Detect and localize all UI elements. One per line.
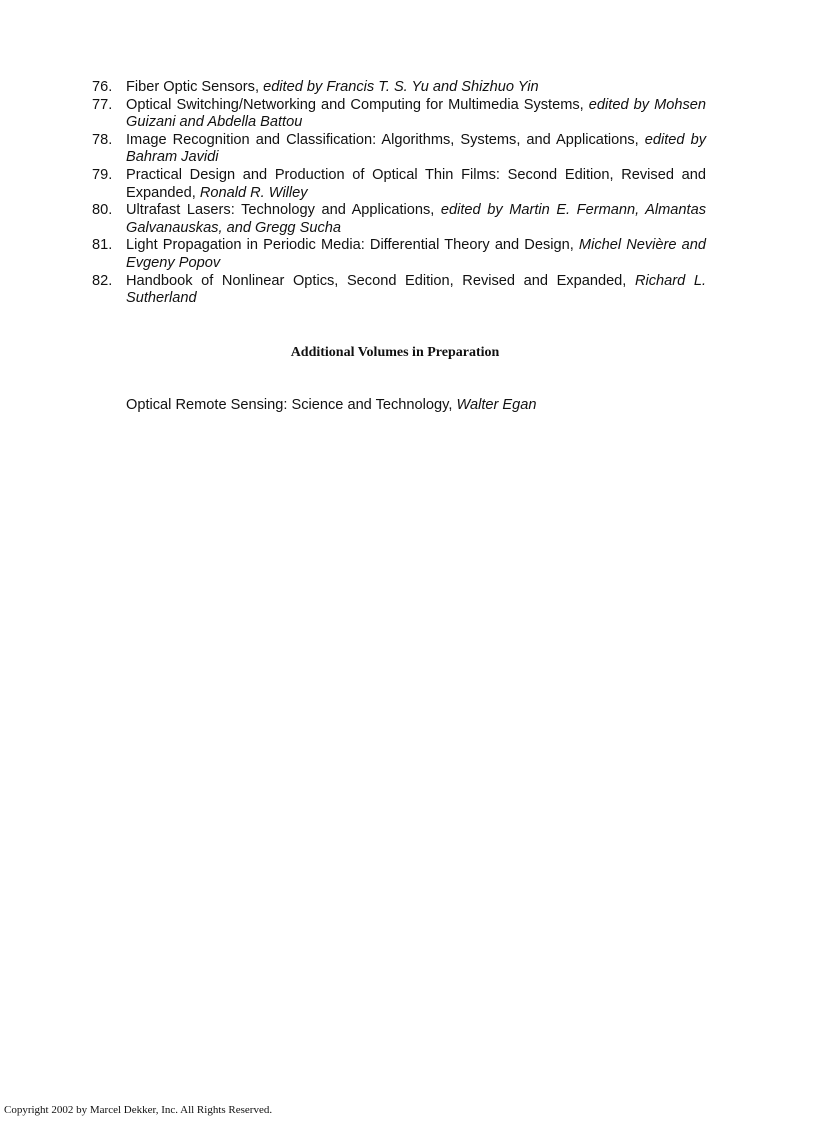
in-preparation-author: Walter Egan [456, 397, 537, 413]
series-volume-list [92, 79, 706, 308]
list-item [92, 132, 706, 167]
list-item [92, 273, 706, 308]
volume-title: Practical Design and Production of Optical Thin Films: Second Edition, Revised and Expanded, [126, 166, 706, 201]
volume-title: Fiber Optic Sensors, [126, 79, 264, 95]
volume-title: Optical Switching/Networking and Computing for Multimedia Systems, [126, 96, 589, 113]
volume-number: 79. [92, 166, 113, 183]
in-preparation-title: Optical Remote Sensing: Science and Technology, [126, 397, 457, 413]
volume-author: edited by Mohsen Guizani and Abdella Battou [126, 96, 706, 131]
volume-title: Light Propagation in Periodic Media: Differential Theory and Design, [126, 237, 579, 254]
volume-title: Ultrafast Lasers: Technology and Applications, [126, 202, 441, 219]
volume-entry [126, 97, 706, 132]
section-heading: Additional Volumes in Preparation [290, 345, 500, 360]
volume-number: 78. [92, 131, 113, 148]
list-item [92, 79, 706, 97]
volume-title: Handbook of Nonlinear Optics, Second Edition, Revised and Expanded, [126, 272, 635, 289]
volume-entry [126, 79, 706, 97]
volume-entry [126, 237, 706, 272]
volume-author: Ronald R. Willey [199, 184, 308, 201]
volume-number: 80. [92, 202, 113, 219]
volume-author: edited by Bahram Javidi [126, 131, 706, 166]
volume-entry [126, 167, 706, 202]
volume-entry [126, 132, 706, 167]
volume-entry [126, 273, 706, 308]
volume-author: edited by Martin E. Fermann, Almantas Galvanauskas, and Gregg Sucha [126, 202, 706, 236]
volume-entry [126, 202, 706, 237]
list-item [92, 237, 706, 272]
volume-title: Image Recognition and Classification: Algorithms, Systems, and Applications, [126, 131, 645, 148]
in-preparation-entry [126, 396, 537, 414]
volume-number: 77. [92, 96, 113, 113]
list-item [92, 202, 706, 237]
list-item [92, 97, 706, 132]
volume-number: 81. [92, 237, 113, 254]
volume-author: Michel Nevière and Evgeny Popov [126, 237, 706, 271]
volume-number: 82. [92, 272, 113, 289]
copyright-notice: Copyright 2002 by Marcel Dekker, Inc. All Rights Reserved. [4, 1104, 273, 1116]
volume-number: 76. [92, 79, 113, 95]
volume-author: Richard L. Sutherland [126, 272, 707, 307]
list-item [92, 167, 706, 202]
volume-author: edited by Francis T. S. Yu and Shizhuo Yin [263, 79, 539, 95]
